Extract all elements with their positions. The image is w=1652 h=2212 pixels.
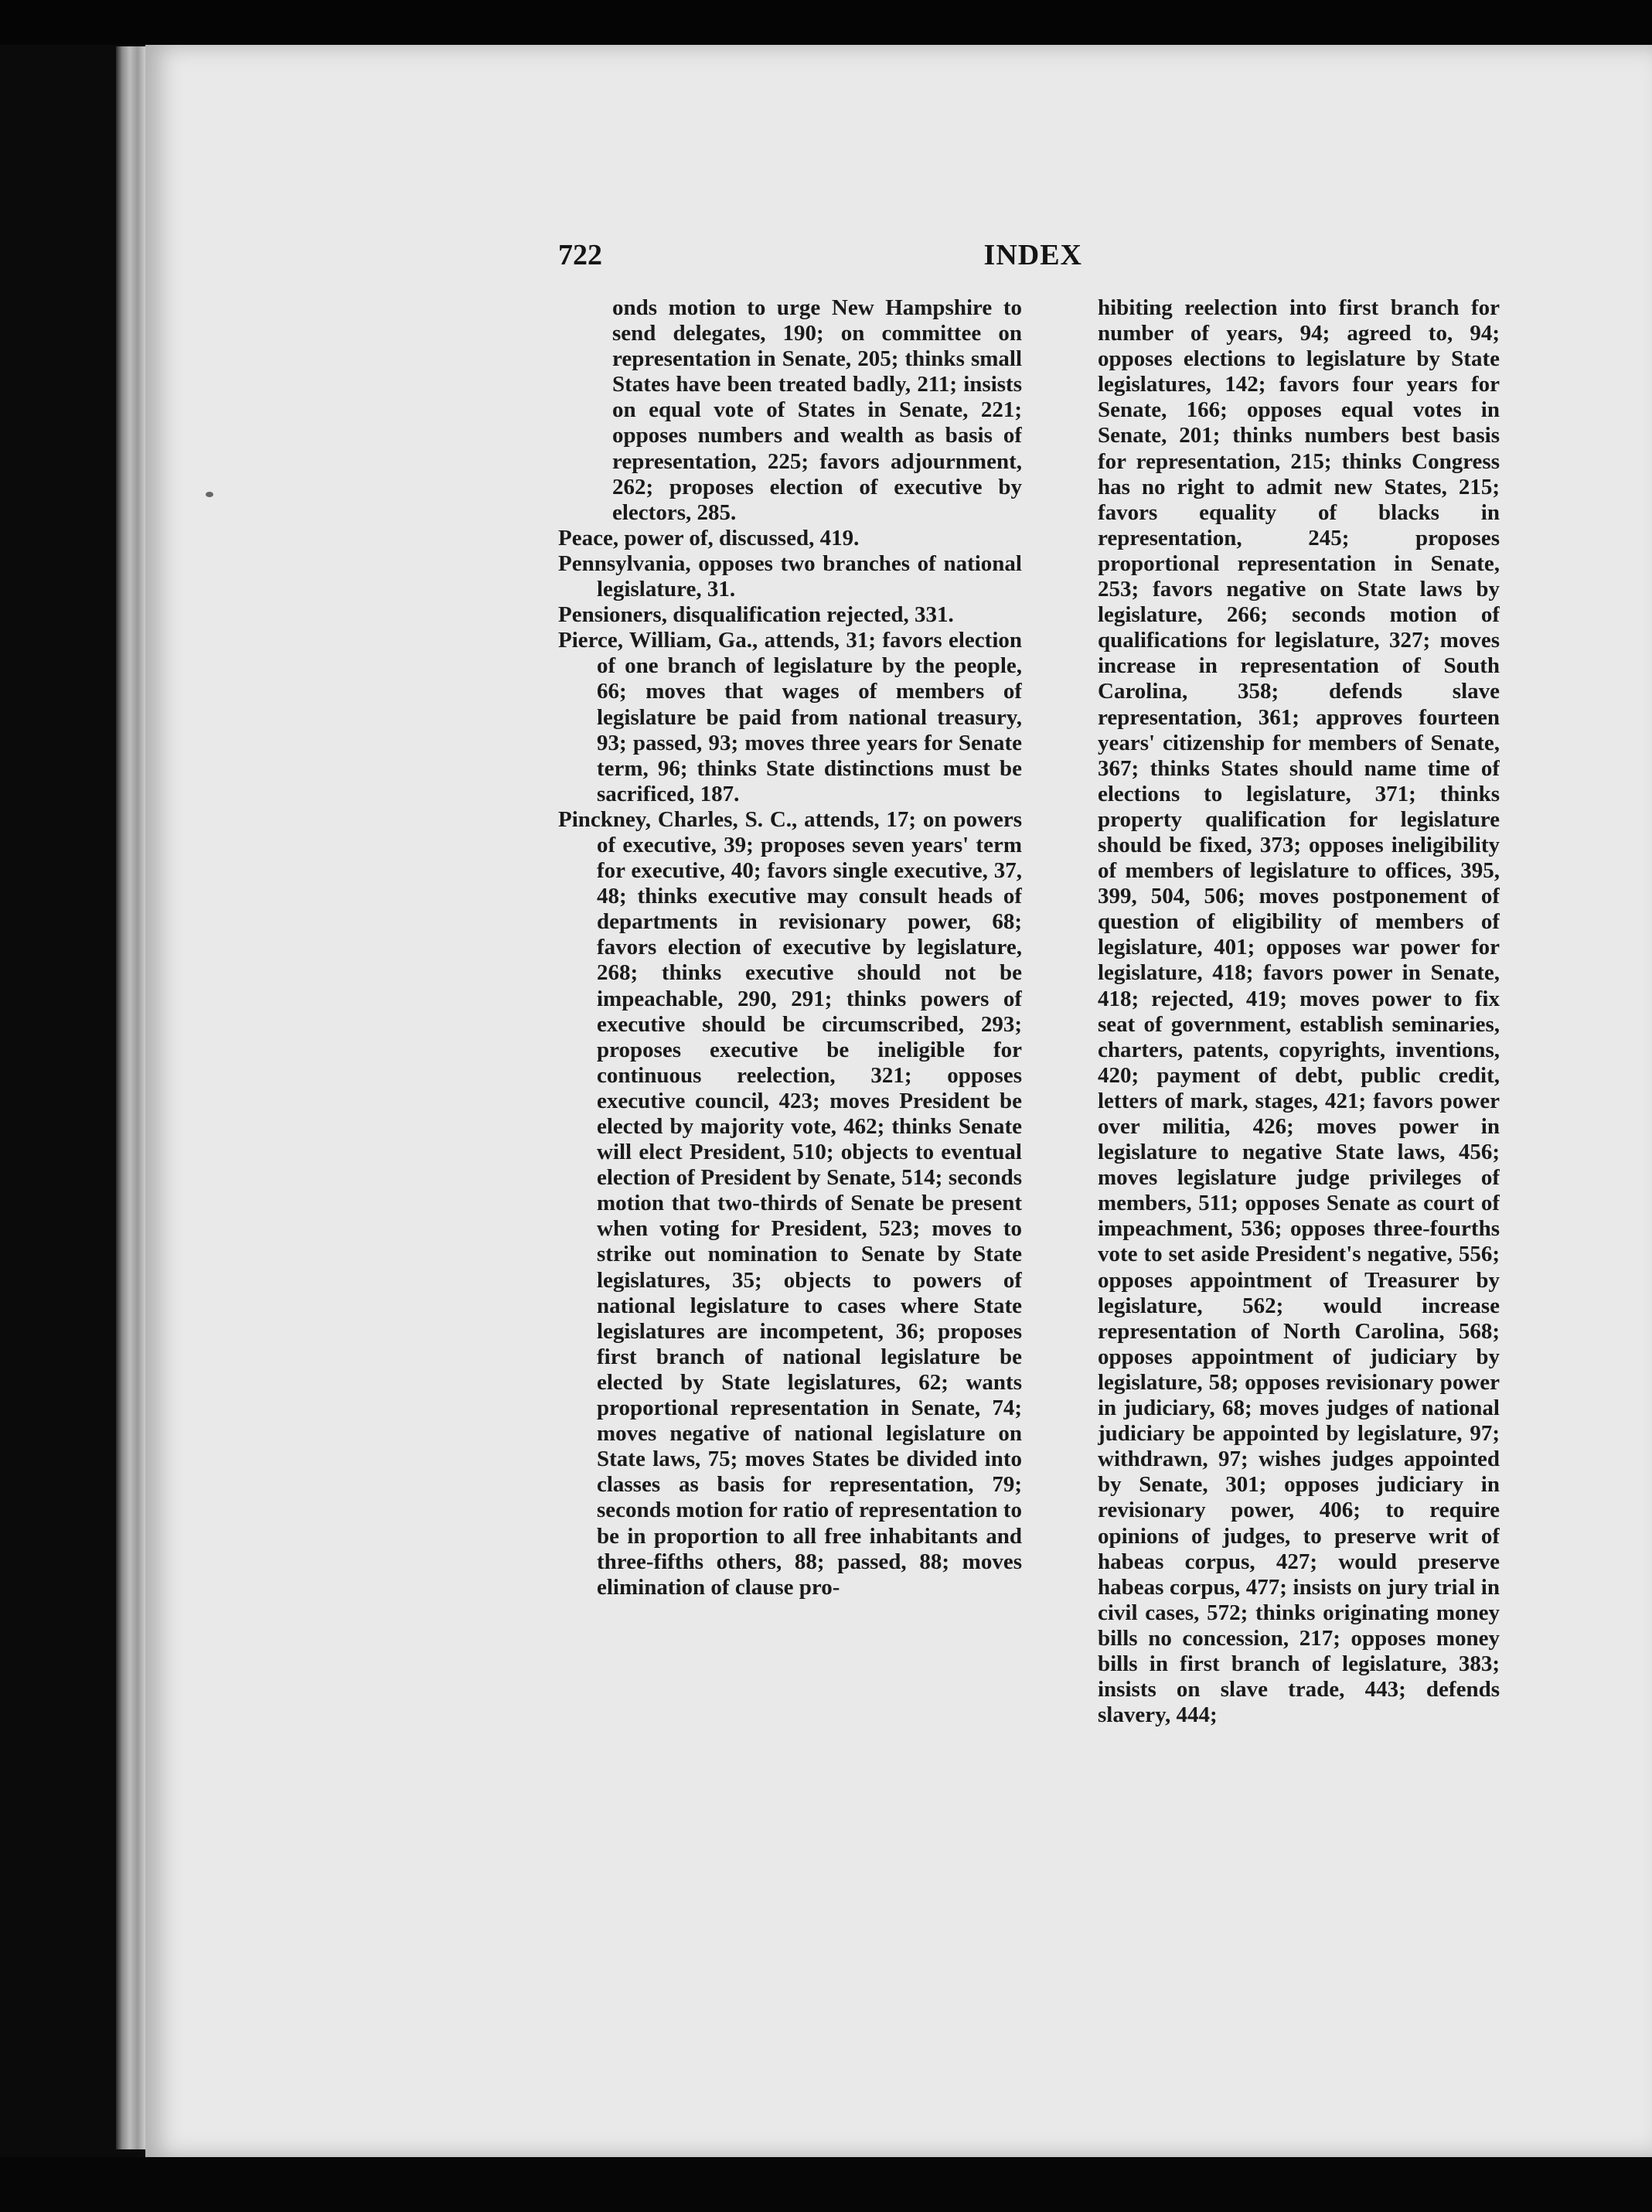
page-header [558,238,1082,275]
index-entry-pinckney-continued: hibiting reelection into first branch for number of years, 94; agreed to, 94; opposes elections to legislature by State legislatures, 142; favors four years for Senate, 166; opposes equal votes in Senate, 201; thinks numbers best basis for representation, 215; thinks Congress has no right to admit new States, 215; favors equality of blacks in representation, 245; proposes proportional representation in Senate, 253; favors negative on State laws by legislature, 266; seconds motion of qualifications for legislature, 327; moves increase in representation of South Carolina, 358; defends slave representation, 361; approves fourteen years' citizenship for members of Senate, 367; thinks States should name time of elections to legislature, 371; thinks property qualification for legislature should be fixed, 373; opposes ineligibility of members of legislature to offices, 395, 399, 504, 506; moves postponement of question of eligibility of members of legislature, 401; opposes war power for legislature, 418; favors power in Senate, 418; rejected, 419; moves power to fix seat of government, establish seminaries, charters, patents, copyrights, inventions, 420; payment of debt, public credit, letters of mark, stages, 421; favors power over militia, 426; moves power in legislature to negative State laws, 456; moves legislature judge privileges of members, 511; opposes Senate as court of impeachment, 536; opposes three-fourths vote to set aside President's negative, 556; opposes appointment of Treasurer by legislature, 562; would increase representation of North Carolina, 568; opposes appointment of judiciary by legislature, 58; opposes revisionary power in judiciary, 68; moves judges of national judiciary be appointed by legislature, 97; withdrawn, 97; wishes judges appointed by Senate, 301; opposes judiciary in revisionary power, 406; to require opinions of judges, to preserve writ of habeas corpus, 427; would preserve habeas corpus, 477; insists on jury trial in civil cases, 572; thinks originating money bills no concession, 217; opposes money bills in first branch of legislature, 383; insists on slave trade, 443; defends slavery, 444; [1098,295,1500,1728]
index-entry-pennsylvania: Pennsylvania, opposes two branches of national legislature, 31. [558,550,1022,602]
scan-top-border [0,0,1652,45]
index-entry-continuation: onds motion to urge New Hampshire to send delegates, 190; on committee on representation in Senate, 205; thinks small States have been treated badly, 211; insists on equal vote of States in Senate, 221; opposes numbers and wealth as basis of representation, 225; favors adjournment, 262; proposes election of executive by electors, 285. [612,295,1022,525]
index-column-right [1098,295,1500,1873]
book-page-edges [116,46,147,2149]
scan-speck [206,492,213,497]
index-entry-pierce: Pierce, William, Ga., attends, 31; favors election of one branch of legislature by the people, 66; moves that wages of members of legislature be paid from national treasury, 93; passed, 93; moves three years for Senate term, 96; thinks State distinctions must be sacrificed, 187. [558,628,1022,806]
index-column-left [558,295,1022,1873]
index-entry-pensioners: Pensioners, disqualification rejected, 331. [558,602,954,628]
index-entry-pinckney: Pinckney, Charles, S. C., attends, 17; on powers of executive, 39; proposes seven years' term for executive, 40; favors single executive, 37, 48; thinks executive may consult heads of departments in revisionary power, 68; favors election of executive by legislature, 268; thinks executive should not be impeachable, 290, 291; thinks powers of executive should be circumscribed, 293; proposes executive be ineligible for continuous reelection, 321; opposes executive council, 423; moves President be elected by majority vote, 462; thinks Senate will elect President, 510; objects to eventual election of President by Senate, 514; seconds motion that two-thirds of Senate be present when voting for President, 523; moves to strike out nomination to Senate by State legislatures, 35; objects to powers of national legislature to cases where State legislatures are incompetent, 36; proposes first branch of national legislature be elected by State legislatures, 62; wants proportional representation in Senate, 74; moves negative of national legislature on State laws, 75; moves States be divided into classes as basis for representation, 79; seconds motion for ratio of representation to be in proportion to all free inhabitants and three-fifths others, 88; passed, 88; moves elimination of clause pro- [558,806,1022,1600]
index-entry-peace: Peace, power of, discussed, 419. [558,525,860,550]
page-number: 722 [558,239,602,271]
running-title: INDEX [983,239,1082,271]
scan-bottom-border [0,2157,1652,2212]
